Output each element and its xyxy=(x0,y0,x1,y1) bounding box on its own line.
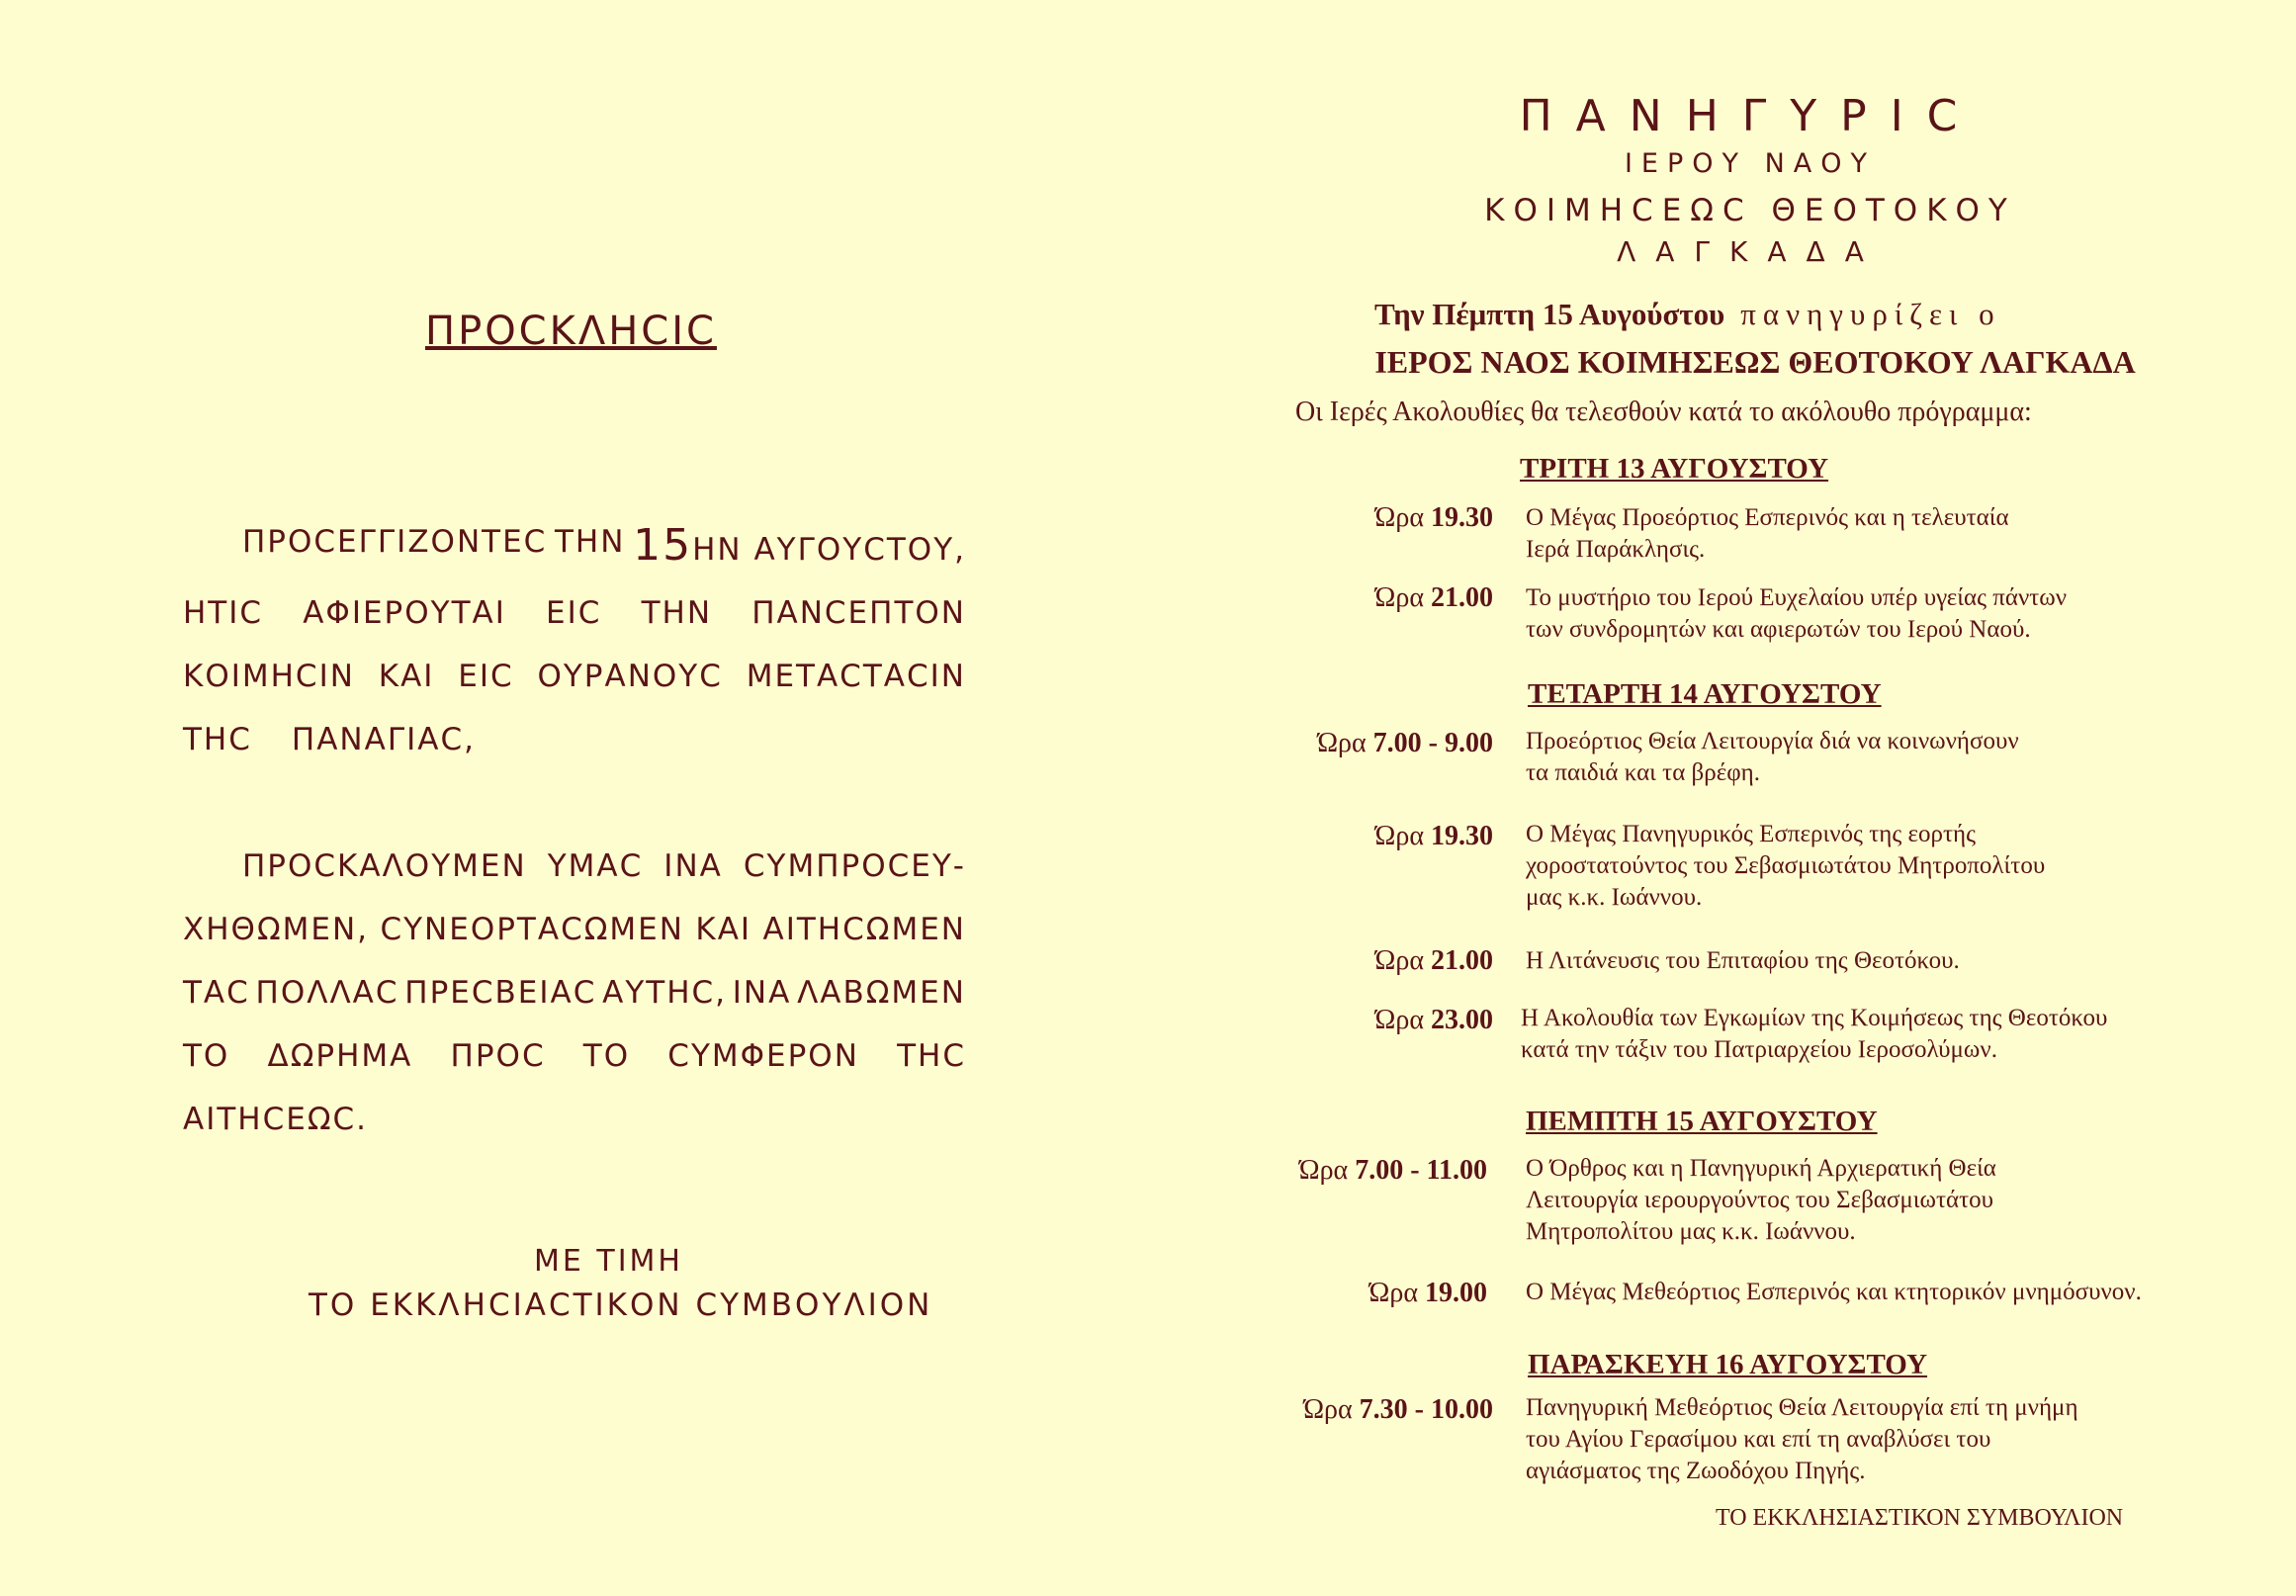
event-time: Ώρα 21.00 xyxy=(1374,582,1493,613)
word: ΚΑΙ xyxy=(695,912,752,947)
word: ΤΟ xyxy=(582,1038,631,1074)
word: ΧΗΘΩΜΕΝ, xyxy=(183,912,370,947)
day-heading: ΤΡΙΤΗ 13 ΑΥΓΟΥΣΤΟΥ xyxy=(1520,453,1829,485)
program-intro: Οι Ιερές Ακολουθίες θα τελεσθούν κατά το ακόλουθο πρόγραμμα: xyxy=(1295,397,2032,427)
word: CΥΜΦΕΡΟΝ xyxy=(667,1038,859,1074)
word: ΤΗC xyxy=(183,722,252,757)
signature: ΤΟ ΕΚΚΛΗΣΙΑΣΤΙΚΟΝ ΣΥΜΒΟΥΛΙΟΝ xyxy=(1716,1505,2124,1531)
word: ΥΜΑC xyxy=(547,848,644,884)
event-description: Ο Μέγας Προεόρτιος Εσπερινός και η τελευταία Ιερά Παράκλησις. xyxy=(1526,504,2009,563)
word: ΕΙC xyxy=(458,659,514,694)
word: ΗΤΙC xyxy=(183,595,264,631)
word: ΗΝ ΑΥΓΟΥCΤΟΥ, xyxy=(692,532,966,568)
event-description: Ο Μέγας Πανηγυρικός Εσπερινός της εορτής χοροστατούντος του Σεβασμιωτάτου Μητροπολίτου μας κ.κ. Ιωάννου. xyxy=(1526,821,2046,911)
word: ΠΡΕCΒΕΙΑC xyxy=(404,975,597,1011)
word: ΑΥΤΗC, xyxy=(602,975,728,1011)
event-time: Ώρα 19.00 xyxy=(1369,1278,1487,1308)
invitation-line xyxy=(183,1102,966,1137)
word: ΤΟ xyxy=(183,1038,230,1074)
word: ΠΡΟCΚΑΛΟΥΜΕΝ xyxy=(242,848,527,884)
word: CΥΝΕΟΡΤΑCΩΜΕΝ xyxy=(380,912,684,947)
invitation-line xyxy=(183,659,966,694)
invitation-line xyxy=(183,595,966,631)
word: ΟΥΡΑΝΟΥC xyxy=(537,659,723,694)
word: ΙΝΑ xyxy=(732,975,792,1011)
event-time: Ώρα 7.30 - 10.00 xyxy=(1303,1394,1493,1425)
word: ΚΑΙ xyxy=(378,659,435,694)
day-heading: ΠΕΜΠΤΗ 15 ΑΥΓΟΥΣΤΟΥ xyxy=(1526,1106,1878,1137)
word: ΛΑΒΩΜΕΝ xyxy=(797,975,966,1011)
invitation-line xyxy=(183,975,966,1011)
invitation-title: ΠΡΟCΚΛΗCΙC xyxy=(425,309,717,354)
word: ΤΑC xyxy=(183,975,250,1011)
invitation-line xyxy=(183,912,966,947)
header-line: ΛΑΓΚΑΔΑ xyxy=(1617,235,1884,268)
day-heading: ΤΕΤΑΡΤΗ 14 ΑΥΓΟΥΣΤΟΥ xyxy=(1528,678,1882,710)
closing-council: ΤΟ ΕΚΚΛΗCΙΑCΤΙΚΟΝ CΥΜΒΟΥΛΙΟΝ xyxy=(309,1287,933,1323)
event-description: Το μυστήριο του Ιερού Ευχελαίου υπέρ υγείας πάντων των συνδρομητών και αφιερωτών του Ιερού Ναού. xyxy=(1526,584,2068,643)
header-line: ΙΕΡΟΥ ΝΑΟΥ xyxy=(1624,148,1877,179)
event-time: Ώρα 7.00 - 9.00 xyxy=(1317,728,1493,758)
word: CΥΜΠΡΟCΕΥ- xyxy=(743,848,966,884)
event-time: Ώρα 19.30 xyxy=(1374,502,1493,533)
intro-verb: πανηγυρίζει ο xyxy=(1740,297,2001,331)
event-description: Η Ακολουθία των Εγκωμίων της Κοιμήσεως της Θεοτόκου κατά την τάξιν του Πατριαρχείου Ιεροσολύμων. xyxy=(1521,1005,2108,1063)
event-time: Ώρα 23.00 xyxy=(1374,1005,1493,1035)
event-time: Ώρα 19.30 xyxy=(1374,821,1493,851)
event-description: Ο Όρθρος και η Πανηγυρική Αρχιερατική Θεία Λειτουργία ιερουργούντος του Σεβασμιωτάτου Μητροπολίτου μας κ.κ. Ιωάννου. xyxy=(1526,1155,1996,1245)
word: ΚΟΙΜΗCΙΝ xyxy=(183,659,355,694)
word: ΑΙΤΗCΩΜΕΝ xyxy=(762,912,966,947)
word: ΤΗΝ xyxy=(555,524,626,560)
event-description: Προεόρτιος Θεία Λειτουργία διά να κοινωνήσουν τα παιδιά και τα βρέφη. xyxy=(1526,728,2019,786)
closing-honor: ΜΕ ΤΙΜΗ xyxy=(534,1244,683,1279)
word: ΤΗC xyxy=(897,1038,966,1074)
intro-date-line xyxy=(1374,297,2001,332)
word: ΠΟΛΛΑC xyxy=(255,975,399,1011)
day-heading: ΠΑΡΑΣΚΕΥΗ 16 ΑΥΓΟΥΣΤΟΥ xyxy=(1528,1349,1928,1380)
word: ΔΩΡΗΜΑ xyxy=(267,1038,413,1074)
event-time: Ώρα 21.00 xyxy=(1374,945,1493,976)
word: ΜΕΤΑCΤΑCΙΝ xyxy=(746,659,966,694)
event-description: Ο Μέγας Μεθεόρτιος Εσπερινός και κτητορικόν μνημόσυνον. xyxy=(1526,1279,2142,1305)
invitation-line xyxy=(183,520,966,571)
word: ΠΡΟCΕΓΓΙΖΟΝΤΕC xyxy=(242,524,548,560)
invitation-line xyxy=(183,1038,966,1074)
invitation-line xyxy=(183,722,966,757)
word: ΕΙC xyxy=(546,595,602,631)
intro-date: Την Πέμπτη 15 Αυγούστου xyxy=(1374,297,1725,331)
event-time: Ώρα 7.00 - 11.00 xyxy=(1298,1155,1487,1186)
word: ΙΝΑ xyxy=(663,848,723,884)
word: ΠΡΟC xyxy=(450,1038,546,1074)
number-15: 15 xyxy=(633,520,693,571)
event-description: Η Λιτάνευσις του Επιταφίου της Θεοτόκου. xyxy=(1526,947,1960,974)
church-name: ΙΕΡΟΣ ΝΑΟΣ ΚΟΙΜΗΣΕΩΣ ΘΕΟΤΟΚΟΥ ΛΑΓΚΑΔΑ xyxy=(1374,344,2136,380)
invitation-line xyxy=(183,848,966,884)
event-description: Πανηγυρική Μεθεόρτιος Θεία Λειτουργία επί τη μνήμη του Αγίου Γερασίμου και επί τη αναβλύσει του αγιάσματος της Ζωοδόχου Πηγής. xyxy=(1526,1394,2078,1484)
word: ΑΦΙΕΡΟΥΤΑΙ xyxy=(303,595,506,631)
word: ΠΑΝCΕΠΤΟΝ xyxy=(751,595,966,631)
word: ΠΑΝΑΓΙΑC, xyxy=(291,722,476,757)
header-line: ΚΟΙΜΗCΕΩC ΘΕΟΤΟΚΟΥ xyxy=(1484,193,2016,228)
word: ΤΗΝ xyxy=(641,595,713,631)
word: ΑΙΤΗCΕΩC. xyxy=(183,1102,369,1137)
festival-title: ΠΑΝΗΓΥΡΙC xyxy=(1519,91,1982,141)
